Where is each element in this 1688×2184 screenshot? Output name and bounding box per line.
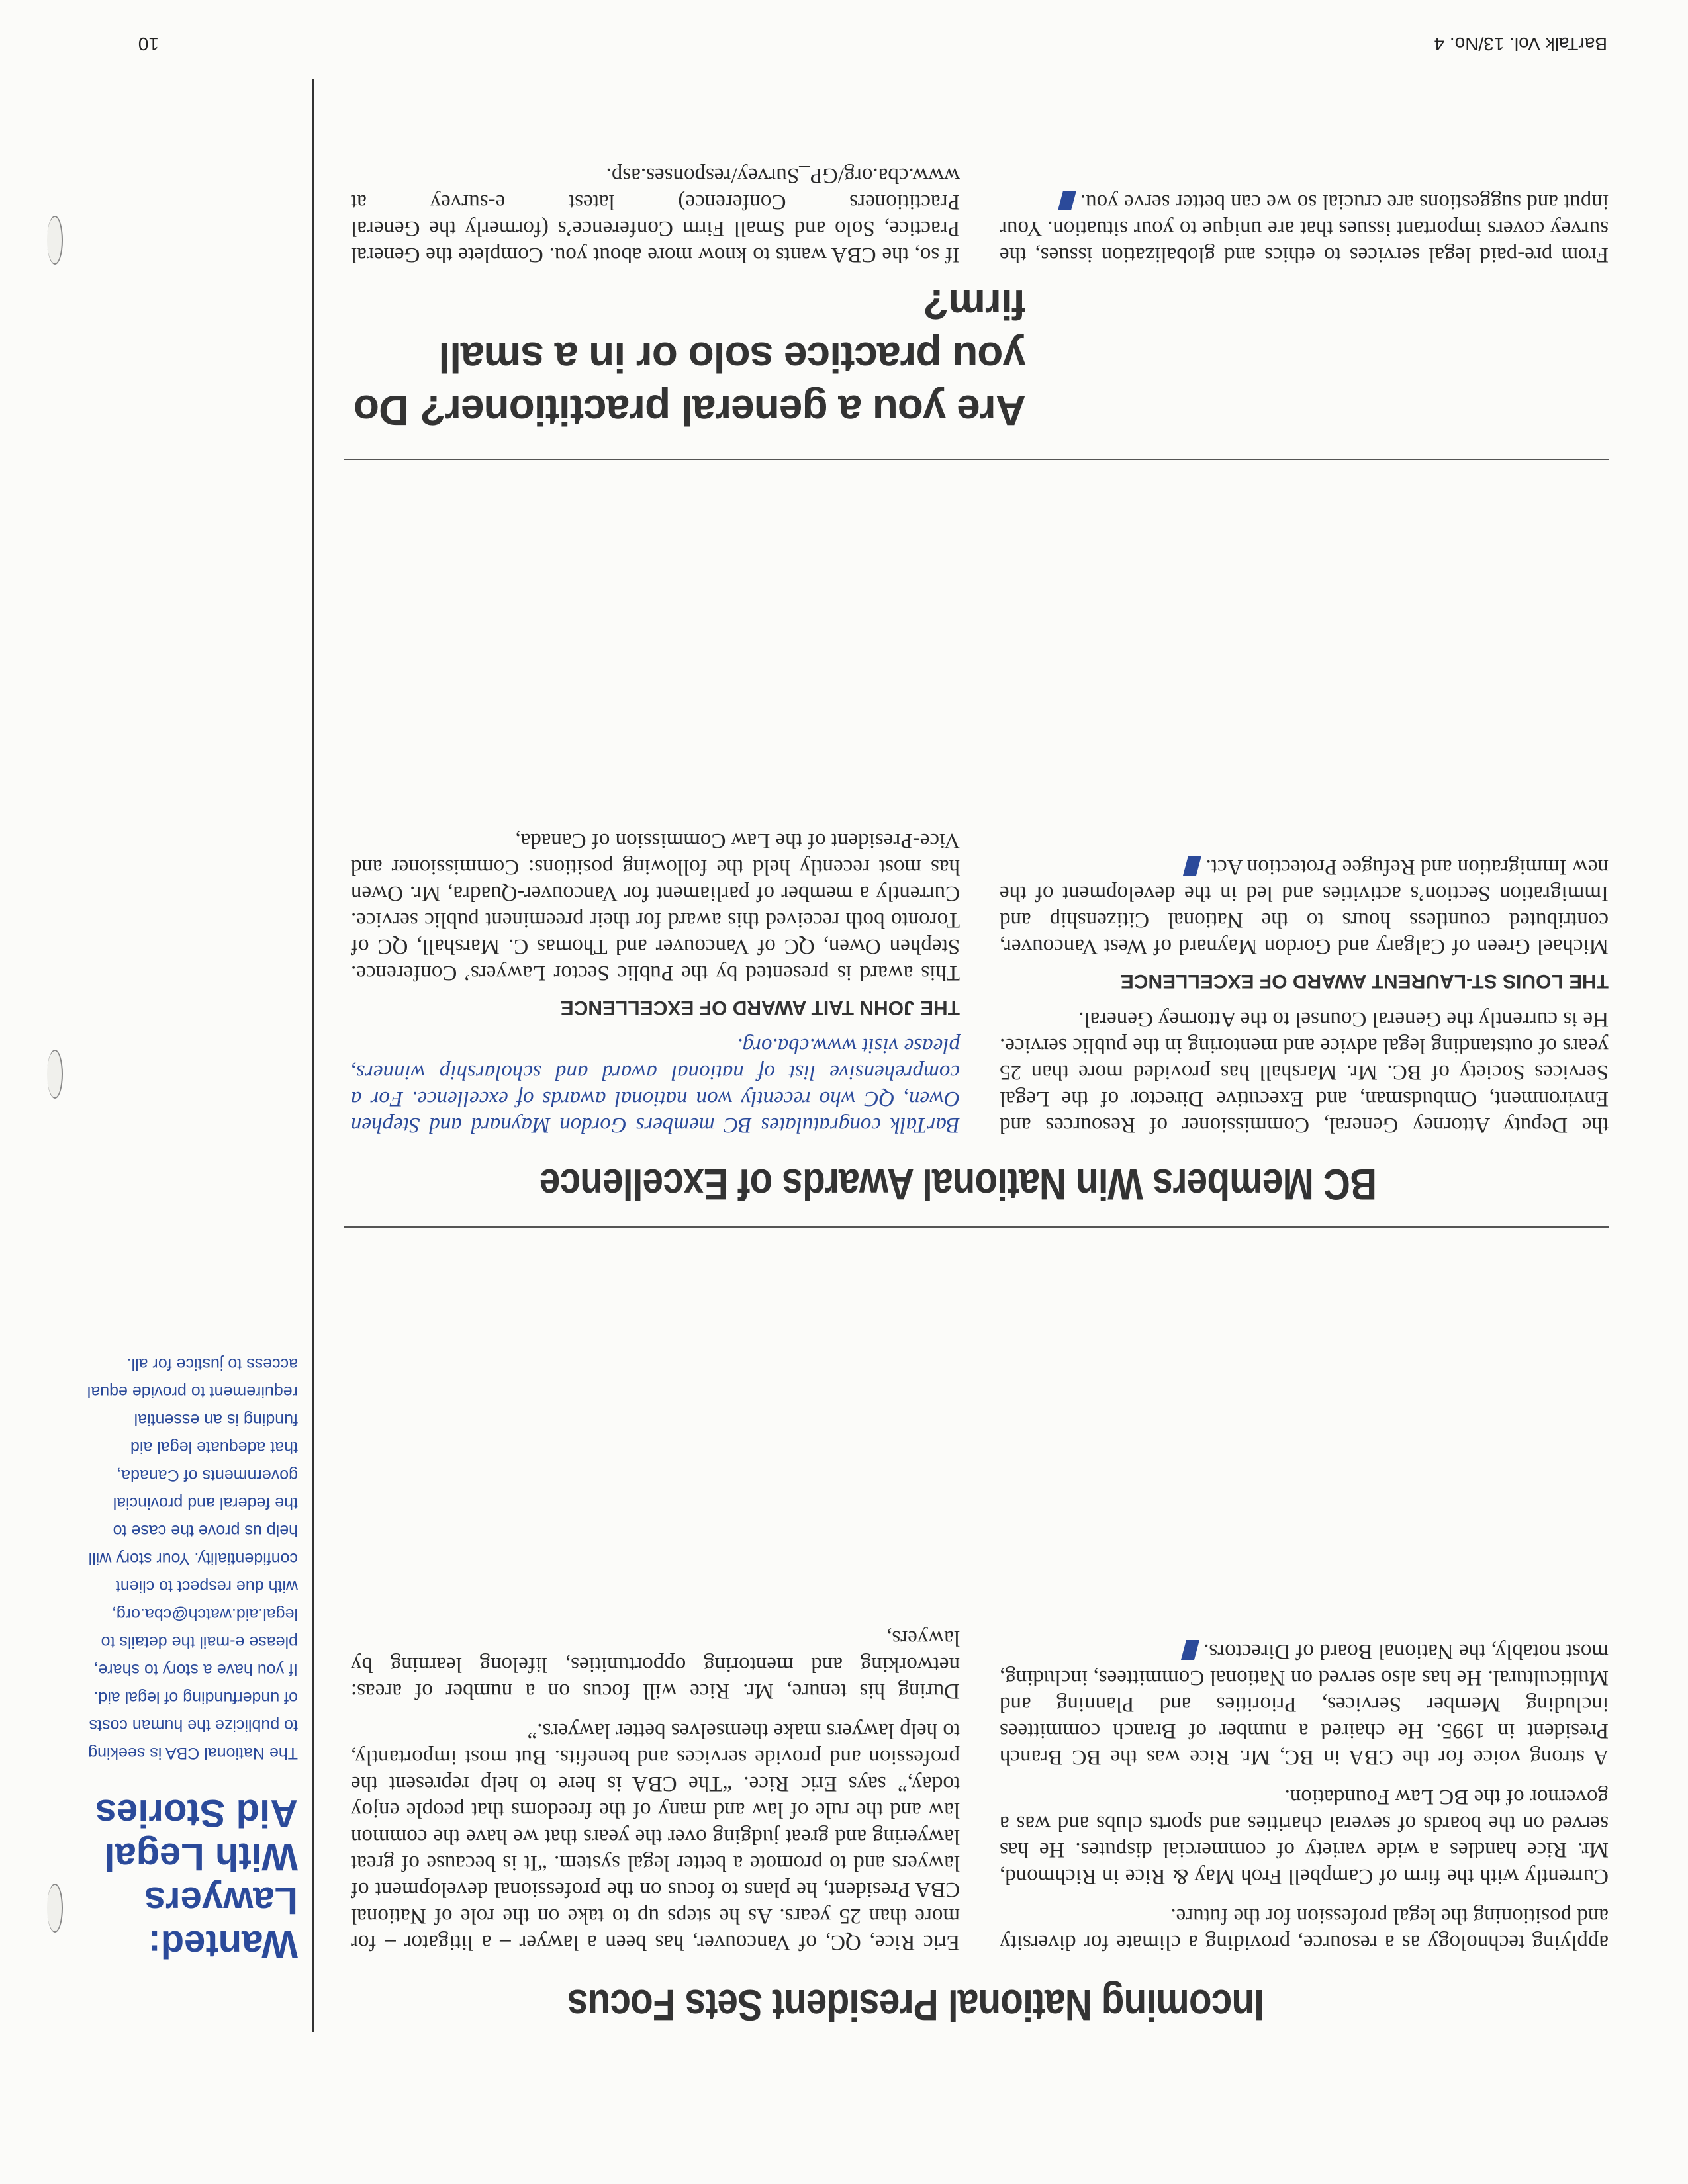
article-divider	[344, 459, 1609, 460]
binder-hole-middle	[47, 1050, 63, 1099]
article3-col1	[351, 149, 960, 268]
paragraph	[1000, 189, 1609, 268]
article2-intro: BarTalk congratulates BC members Gordon Maynard and Stephen Owen, QC who recently won national awards of excellence. For a comprehensive list of national award and scholarship winners, please visit www.cba.org.	[351, 1034, 960, 1137]
paragraph: If so, the CBA wants to know more about you. Complete the General Practice, Solo and Small Firm Conference’s (formerly the General Practitioners Conference) latest e-survey at www.cba.org/GP_Survey/responses.asp.	[351, 163, 960, 267]
article1-col1	[351, 1612, 960, 1956]
paragraph-text: From pre-paid legal services to ethics and globalization issues, the survey covers important issues that are unique to your situation. Your input and suggestions are crucial so we can better serve you.	[1000, 190, 1609, 267]
paragraph	[1000, 854, 1609, 960]
binder-hole-bottom	[47, 216, 63, 265]
article2-headline: BC Members Win National Awards of Excellence	[539, 1160, 1377, 1209]
paragraph: During his tenure, Mr. Rice will focus on a number of areas: networking and mentoring opportunities, lifelong learning by lawyers,	[351, 1626, 960, 1703]
article2-col2	[1000, 841, 1609, 1138]
paragraph: This award is presented by the Public Sector Lawyers’ Conference. Stephen Owen, QC of Vancouver and Thomas C. Marshall, QC of Toronto both received this award for their preeminent public service. Currently a member of parliament for Vancouver-Quadra, Mr. Owen has most recently held the following positions: Commissioner and Vice-President of the Law Commission of Canada,	[351, 829, 960, 985]
article1-col2	[1000, 1625, 1609, 1956]
end-mark-icon	[1183, 856, 1201, 876]
paragraph: Eric Rice, QC, of Vancouver, has been a lawyer – a litigator – for more than 25 years. As he steps up to take on the role of National CBA President, he plans to focus on the professional development of lawyers and to promote a better legal system. “It is because of great lawyering and great judging over the years that we have the common law and the rule of law and many of the freedoms that people enjoy today,” says Eric Rice. “The CBA is here to help represent the profession and provide services and benefits. But most importantly, to help lawyers make themselves better lawyers.”	[351, 1719, 960, 1954]
paragraph-text: A strong voice for the CBA in BC, Mr. Rice was the BC Branch President in 1995. He chaired a number of Branch committees including Member Services, Priorities and Planning and Multicultural. He has also served on National Committees, including, most notably, the National Board of Directors.	[1000, 1639, 1609, 1769]
folio-publication: BarTalk Vol. 13/No. 4	[1434, 34, 1607, 54]
paragraph: Currently with the firm of Campbell Froh May & Rice in Richmond, Mr. Rice handles a wide variety of commercial disputes. He has served on the boards of several charities and sports clubs and was a governor of the BC Law Foundation.	[1000, 1785, 1609, 1888]
article-divider	[344, 1226, 1609, 1228]
paragraph: applying technology as a resource, providing a climate for diversity and positioning the legal profession for the future.	[1000, 1904, 1609, 1954]
paragraph: the Deputy Attorney General, Commissioner of Resources and Environment, Ombudsman, and Executive Director of the Legal Services Society of BC. Mr. Marshall has provided more than 25 years of outstanding legal advice and mentoring in the public service. He is currently the General Counsel to the Attorney General.	[1000, 1007, 1609, 1137]
subhead-john-tait-award: THE JOHN TAIT AWARD OF EXCELLENCE	[560, 997, 960, 1019]
article3-headline: Are you a general practitioner? Do you practice solo or in a small firm?	[353, 281, 1026, 434]
paragraph-text: Michael Green of Calgary and Gordon Maynard of West Vancouver, contributed countless hours to the National Citizenship and Immigration Section’s activities and led in the development of the new Immigration and Refugee Protection Act.	[1000, 855, 1609, 958]
binder-hole-top	[47, 1884, 63, 1933]
sidebar-body: The National CBA is seeking to publicize the human costs of underfunding of legal aid. If you have a story to share, please e-mail the details to legal.aid.watch@cba.org, with due respect to client confidentiality. Your story will help us prove the case to the federal and provincial governments of Canada, that adequate legal aid funding is an essential requirement to provide equal access to justice for all.	[87, 1355, 298, 1762]
end-mark-icon	[1058, 191, 1076, 210]
article3-col2	[1000, 175, 1609, 268]
paragraph	[1000, 1638, 1609, 1770]
folio-page-number: 10	[138, 34, 159, 54]
subhead-louis-st-laurent-award: THE LOUIS ST-LAURENT AWARD OF EXCELLENCE	[1120, 970, 1609, 992]
column-rule	[312, 79, 314, 2032]
article1-headline: Incoming National President Sets Focus	[567, 1981, 1264, 2030]
end-mark-icon	[1181, 1640, 1199, 1660]
sidebar-title: Wanted: Lawyers With Legal Aid Stories	[95, 1792, 298, 1966]
article2-col1	[351, 814, 960, 1138]
